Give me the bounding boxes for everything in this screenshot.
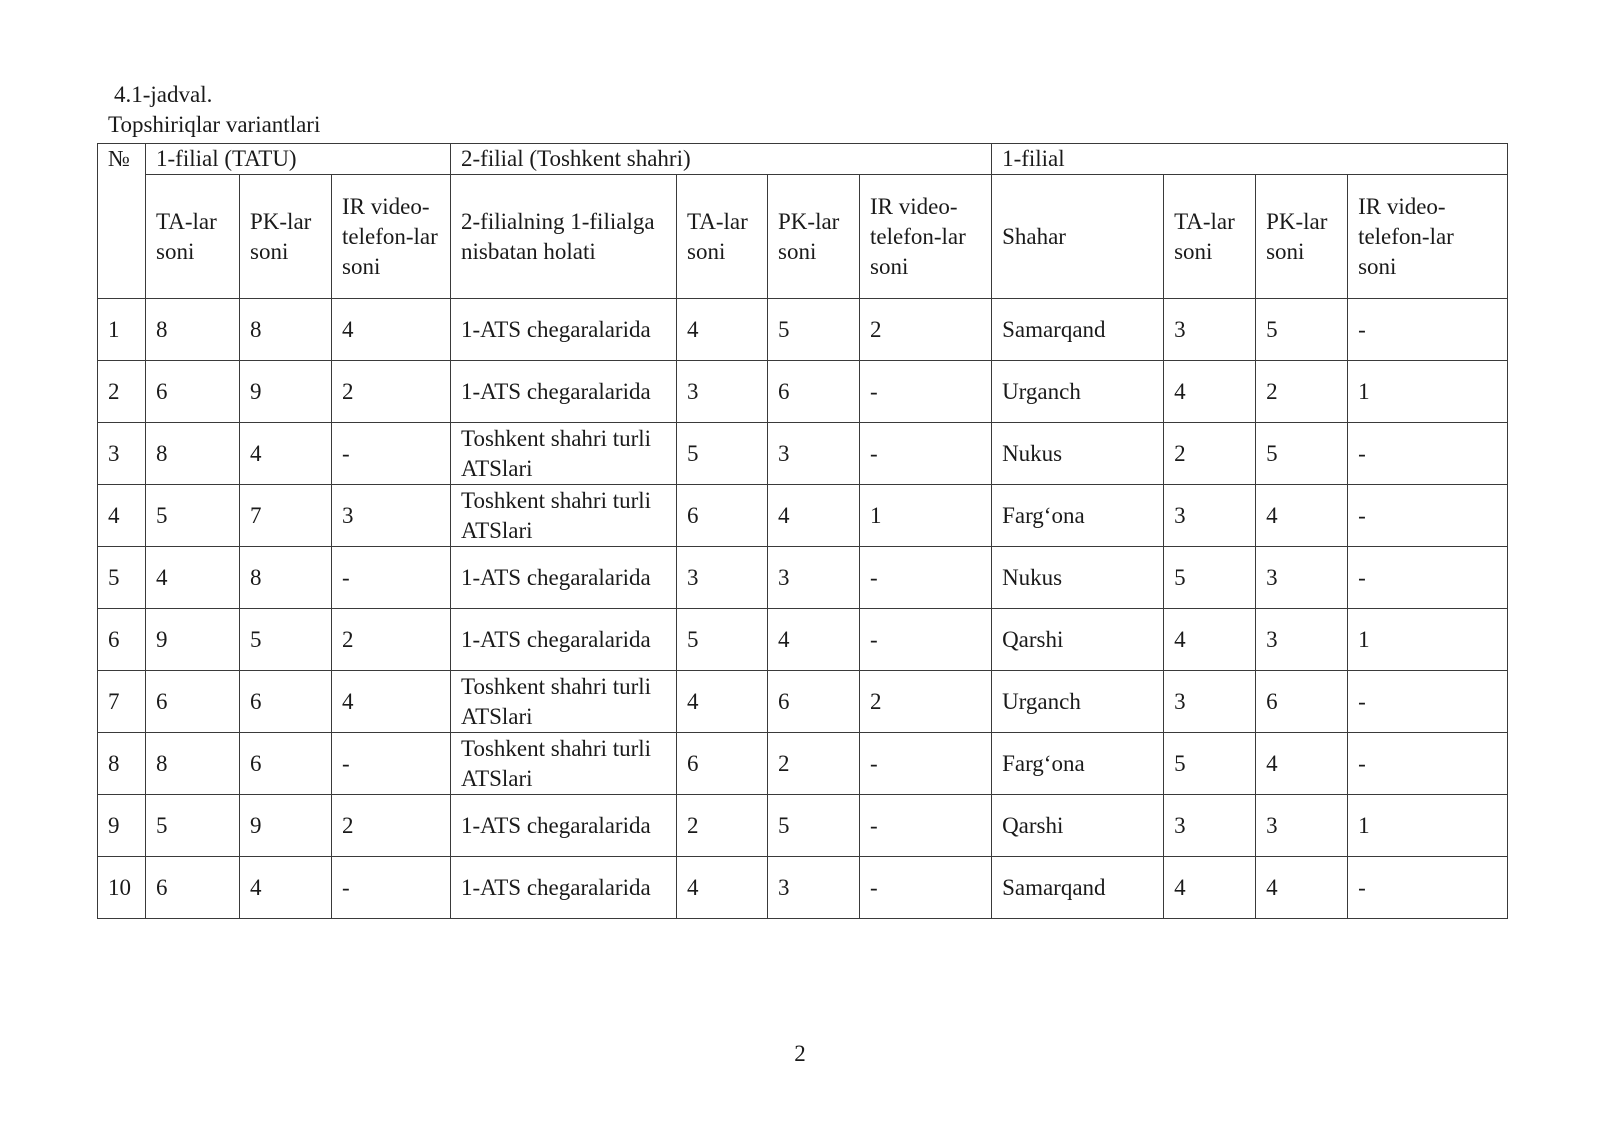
column-header-pk-count: PK-lar soni: [1256, 175, 1348, 299]
city-cell: Qarshi: [992, 609, 1164, 671]
ir-videophone-count-cell: -: [860, 795, 992, 857]
ir-videophone-count-cell: -: [1348, 299, 1508, 361]
table-row: [98, 857, 1508, 919]
variant-number-cell: 6: [98, 609, 146, 671]
city-cell: Samarqand: [992, 299, 1164, 361]
ta-count-cell: 3: [677, 547, 768, 609]
ta-count-cell: 6: [146, 671, 240, 733]
city-cell: Nukus: [992, 423, 1164, 485]
ta-count-cell: 3: [1164, 795, 1256, 857]
city-cell: Qarshi: [992, 795, 1164, 857]
ta-count-cell: 3: [1164, 299, 1256, 361]
pk-count-cell: 4: [1256, 857, 1348, 919]
city-cell: Farg‘ona: [992, 733, 1164, 795]
ir-videophone-count-cell: 2: [332, 361, 451, 423]
table-caption-number: 4.1-jadval.: [114, 82, 213, 107]
city-cell: Farg‘ona: [992, 485, 1164, 547]
ir-videophone-count-cell: -: [860, 547, 992, 609]
ir-videophone-count-cell: 1: [1348, 609, 1508, 671]
pk-count-cell: 5: [1256, 299, 1348, 361]
column-header-ta-count: TA-lar soni: [1164, 175, 1256, 299]
ir-videophone-count-cell: -: [332, 423, 451, 485]
variants-table: [97, 143, 1508, 919]
pk-count-cell: 6: [1256, 671, 1348, 733]
pk-count-cell: 6: [240, 671, 332, 733]
ir-videophone-count-cell: 2: [332, 609, 451, 671]
ta-count-cell: 3: [1164, 671, 1256, 733]
ta-count-cell: 6: [146, 857, 240, 919]
table-row: [98, 795, 1508, 857]
ta-count-cell: 4: [1164, 857, 1256, 919]
ta-count-cell: 4: [677, 299, 768, 361]
ir-videophone-count-cell: -: [1348, 733, 1508, 795]
table-row: [98, 671, 1508, 733]
ir-videophone-count-cell: -: [1348, 671, 1508, 733]
number-column-header: №: [98, 144, 146, 299]
column-header-row: [98, 175, 1508, 299]
city-cell: Samarqand: [992, 857, 1164, 919]
ir-videophone-count-cell: 1: [860, 485, 992, 547]
city-cell: Nukus: [992, 547, 1164, 609]
ta-count-cell: 6: [677, 733, 768, 795]
pk-count-cell: 4: [240, 423, 332, 485]
pk-count-cell: 4: [1256, 485, 1348, 547]
column-header-pk-count: PK-lar soni: [768, 175, 860, 299]
column-header-pk-count: PK-lar soni: [240, 175, 332, 299]
ta-count-cell: 8: [146, 733, 240, 795]
branch-status-cell: Toshkent shahri turli ATSlari: [451, 733, 677, 795]
ir-videophone-count-cell: -: [860, 361, 992, 423]
pk-count-cell: 3: [768, 857, 860, 919]
ir-videophone-count-cell: -: [1348, 423, 1508, 485]
pk-count-cell: 2: [768, 733, 860, 795]
pk-count-cell: 4: [1256, 733, 1348, 795]
variant-number-cell: 10: [98, 857, 146, 919]
ta-count-cell: 5: [677, 609, 768, 671]
table-row: [98, 361, 1508, 423]
ta-count-cell: 4: [1164, 361, 1256, 423]
variant-number-cell: 7: [98, 671, 146, 733]
ta-count-cell: 2: [1164, 423, 1256, 485]
pk-count-cell: 7: [240, 485, 332, 547]
ta-count-cell: 8: [146, 299, 240, 361]
branch-status-cell: Toshkent shahri turli ATSlari: [451, 485, 677, 547]
ta-count-cell: 6: [146, 361, 240, 423]
pk-count-cell: 5: [768, 299, 860, 361]
pk-count-cell: 5: [768, 795, 860, 857]
variant-number-cell: 2: [98, 361, 146, 423]
ta-count-cell: 9: [146, 609, 240, 671]
ta-count-cell: 5: [146, 795, 240, 857]
table-row: [98, 423, 1508, 485]
variant-number-cell: 8: [98, 733, 146, 795]
variant-number-cell: 9: [98, 795, 146, 857]
ir-videophone-count-cell: 4: [332, 299, 451, 361]
ta-count-cell: 4: [146, 547, 240, 609]
branch-status-cell: 1-ATS chegaralarida: [451, 795, 677, 857]
city-cell: Urganch: [992, 361, 1164, 423]
pk-count-cell: 3: [768, 547, 860, 609]
table-row: [98, 733, 1508, 795]
ir-videophone-count-cell: -: [860, 423, 992, 485]
table-row: [98, 547, 1508, 609]
ta-count-cell: 2: [677, 795, 768, 857]
ir-videophone-count-cell: 2: [860, 671, 992, 733]
pk-count-cell: 3: [1256, 609, 1348, 671]
variant-number-cell: 3: [98, 423, 146, 485]
ir-videophone-count-cell: 1: [1348, 795, 1508, 857]
column-header-ta-count: TA-lar soni: [146, 175, 240, 299]
branch-status-cell: Toshkent shahri turli ATSlari: [451, 423, 677, 485]
ta-count-cell: 3: [677, 361, 768, 423]
pk-count-cell: 4: [768, 609, 860, 671]
branch-status-cell: 1-ATS chegaralarida: [451, 609, 677, 671]
pk-count-cell: 9: [240, 795, 332, 857]
pk-count-cell: 8: [240, 299, 332, 361]
table-row: [98, 299, 1508, 361]
table-caption-title: Topshiriqlar variantlari: [108, 112, 321, 137]
ta-count-cell: 4: [677, 671, 768, 733]
ta-count-cell: 4: [1164, 609, 1256, 671]
pk-count-cell: 6: [240, 733, 332, 795]
variant-number-cell: 4: [98, 485, 146, 547]
pk-count-cell: 3: [1256, 547, 1348, 609]
pk-count-cell: 4: [240, 857, 332, 919]
pk-count-cell: 5: [1256, 423, 1348, 485]
ir-videophone-count-cell: -: [332, 857, 451, 919]
ta-count-cell: 3: [1164, 485, 1256, 547]
branch-status-cell: 1-ATS chegaralarida: [451, 299, 677, 361]
pk-count-cell: 6: [768, 361, 860, 423]
ir-videophone-count-cell: 3: [332, 485, 451, 547]
group-header-row: [98, 144, 1508, 175]
city-cell: Urganch: [992, 671, 1164, 733]
ir-videophone-count-cell: 4: [332, 671, 451, 733]
pk-count-cell: 3: [1256, 795, 1348, 857]
ta-count-cell: 5: [1164, 733, 1256, 795]
pk-count-cell: 6: [768, 671, 860, 733]
variant-number-cell: 1: [98, 299, 146, 361]
pk-count-cell: 9: [240, 361, 332, 423]
branch-status-cell: 1-ATS chegaralarida: [451, 857, 677, 919]
table-row: [98, 609, 1508, 671]
column-header-ir-videophone-count: IR video-telefon-lar soni: [860, 175, 992, 299]
branch-status-cell: Toshkent shahri turli ATSlari: [451, 671, 677, 733]
ir-videophone-count-cell: 2: [860, 299, 992, 361]
group-header-branch-1: 1-filial (TATU): [146, 144, 451, 175]
ir-videophone-count-cell: -: [1348, 857, 1508, 919]
ir-videophone-count-cell: 2: [332, 795, 451, 857]
pk-count-cell: 2: [1256, 361, 1348, 423]
ir-videophone-count-cell: -: [860, 733, 992, 795]
column-header-city: Shahar: [992, 175, 1164, 299]
ir-videophone-count-cell: -: [860, 609, 992, 671]
ta-count-cell: 5: [146, 485, 240, 547]
page-number: 2: [794, 1041, 806, 1066]
column-header-ir-videophone-count: IR video-telefon-lar soni: [1348, 175, 1508, 299]
pk-count-cell: 5: [240, 609, 332, 671]
ta-count-cell: 8: [146, 423, 240, 485]
ir-videophone-count-cell: 1: [1348, 361, 1508, 423]
ta-count-cell: 4: [677, 857, 768, 919]
column-header-branch-status: 2-filialning 1-filialga nisbatan holati: [451, 175, 677, 299]
group-header-branch-2: 2-filial (Toshkent shahri): [451, 144, 992, 175]
ta-count-cell: 6: [677, 485, 768, 547]
column-header-ir-videophone-count: IR video-telefon-lar soni: [332, 175, 451, 299]
variant-number-cell: 5: [98, 547, 146, 609]
ta-count-cell: 5: [1164, 547, 1256, 609]
ir-videophone-count-cell: -: [332, 733, 451, 795]
branch-status-cell: 1-ATS chegaralarida: [451, 361, 677, 423]
ir-videophone-count-cell: -: [1348, 547, 1508, 609]
group-header-branch-1-cities: 1-filial: [992, 144, 1508, 175]
ir-videophone-count-cell: -: [860, 857, 992, 919]
branch-status-cell: 1-ATS chegaralarida: [451, 547, 677, 609]
ta-count-cell: 5: [677, 423, 768, 485]
ir-videophone-count-cell: -: [1348, 485, 1508, 547]
table-row: [98, 485, 1508, 547]
column-header-ta-count: TA-lar soni: [677, 175, 768, 299]
pk-count-cell: 3: [768, 423, 860, 485]
pk-count-cell: 8: [240, 547, 332, 609]
pk-count-cell: 4: [768, 485, 860, 547]
ir-videophone-count-cell: -: [332, 547, 451, 609]
